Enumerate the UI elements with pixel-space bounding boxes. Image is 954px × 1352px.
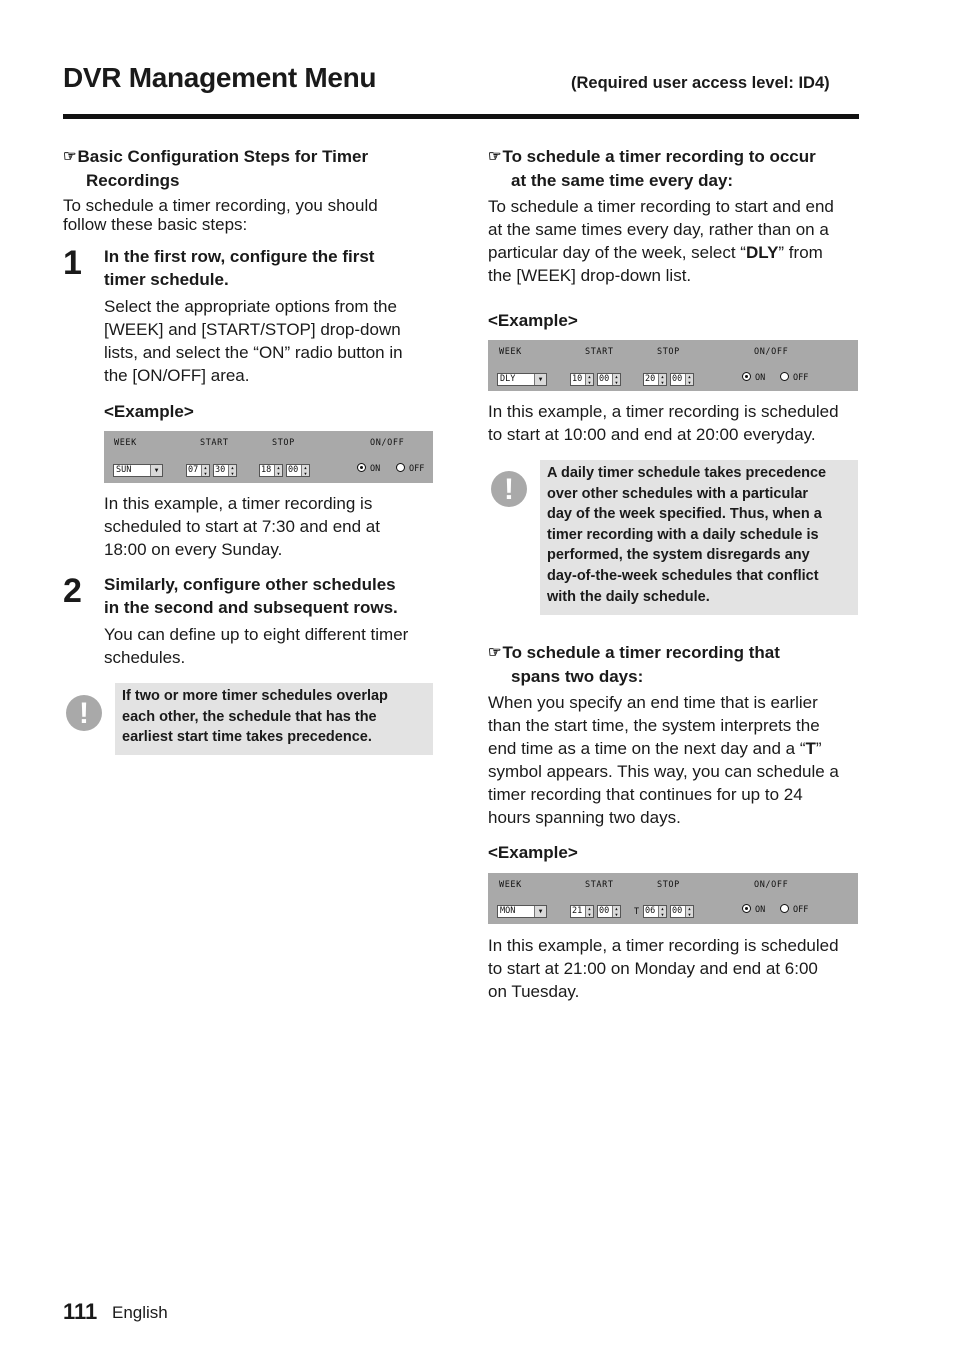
week-dropdown[interactable] [497,373,547,386]
off-radio[interactable] [780,372,808,383]
spinner-arrows-icon[interactable]: ▲ ▼ [201,465,209,476]
spinner-arrows-icon[interactable]: ▲ ▼ [658,906,666,917]
text-line: follow these basic steps: [63,215,248,234]
text-line: In this example, a timer recording is scheduled [488,936,839,955]
heading-line: Basic Configuration Steps for Timer [77,147,369,166]
schedule-panel-2 [488,340,858,391]
spinner-value: 18 [261,465,272,475]
spinner-value: 10 [572,374,583,384]
radio-label: ON [755,905,766,915]
spinner-arrows-icon[interactable]: ▲ ▼ [612,374,620,385]
dly-keyword: DLY [745,243,779,262]
text-line: the [WEEK] drop-down list. [488,266,692,285]
text-line: [WEEK] and [START/STOP] drop-down [104,320,401,339]
text-line: A daily timer schedule takes precedence [547,465,827,481]
on-radio[interactable] [742,372,765,383]
onoff-column-header: ON/OFF [370,438,405,448]
spinner-value: 30 [215,465,226,475]
text-line: to start at 21:00 on Monday and end at 6:00 [488,959,818,978]
step2-body [104,623,444,669]
spinner-value: 07 [188,465,199,475]
text-line: scheduled to start at 7:30 and end at [104,517,380,536]
spinner-arrows-icon[interactable]: ▲ ▼ [585,906,593,917]
access-level: (Required user access level: ID4) [571,74,830,92]
step1-body [104,295,444,387]
exclamation-icon: ! [66,695,102,731]
text-line: the [ON/OFF] area. [104,366,250,385]
spinner-value: 00 [672,906,683,916]
text-line: than the start time, the system interprets the [488,716,820,735]
spinner-arrows-icon[interactable]: ▲ ▼ [274,465,282,476]
radio-label: ON [755,373,766,383]
heading-line: spans two days: [511,667,644,686]
page-number: 111 [63,1299,98,1324]
start-column-header: START [585,880,614,890]
week-column-header: WEEK [499,347,522,357]
start-minute-spinner[interactable] [597,373,621,386]
stop-column-header: STOP [272,438,295,448]
text-line: earliest start time takes precedence. [122,729,372,746]
text-line: each other, the schedule that has the [122,708,377,725]
two-days-result [488,934,868,1003]
text-line: schedules. [104,648,186,667]
spinner-value: 06 [645,906,656,916]
text-line: To schedule a timer recording to start and end [488,197,834,216]
stop-hour-spinner[interactable] [643,905,667,918]
section-heading-two-days [488,641,860,688]
week-dropdown[interactable] [113,464,163,477]
text-line [488,241,868,264]
spinner-arrows-icon[interactable]: ▲ ▼ [685,374,693,385]
step1-title [104,245,444,291]
heading-line: Recordings [86,171,180,190]
radio-selected-icon [742,372,751,381]
off-radio[interactable] [396,463,424,474]
schedule-panel-3 [488,873,858,924]
spinner-value: 00 [672,374,683,384]
heading-line: To schedule a timer recording to occur [502,147,816,166]
pointing-hand-icon: ☞ [488,644,502,661]
chevron-down-icon[interactable]: ▼ [534,374,546,385]
off-radio[interactable] [780,904,808,915]
step-number-1: 1 [63,244,82,282]
week-column-header: WEEK [499,880,522,890]
text-line: In this example, a timer recording is scheduled [488,402,839,421]
text-line: timer schedule. [104,270,229,289]
text-span: ” [815,739,822,758]
radio-unselected-icon [780,372,789,381]
text-line: in the second and subsequent rows. [104,598,398,617]
intro-text [63,196,443,234]
next-day-t-mark: T [634,907,640,917]
stop-column-header: STOP [657,347,680,357]
text-span: ” from [778,243,823,262]
text-span: particular day of the week, select “ [488,243,746,262]
text-line: performed, the system disregards any [547,547,810,564]
week-column-header: WEEK [114,438,137,448]
spinner-arrows-icon[interactable]: ▲ ▼ [658,374,666,385]
text-line: You can define up to eight different timer [104,625,409,644]
radio-label: ON [370,464,381,474]
text-line: at the same times every day, rather than on a [488,220,829,239]
start-column-header: START [200,438,229,448]
example-label: <Example> [488,311,578,330]
section-heading-daily [488,145,860,192]
spinner-value: 00 [288,465,299,475]
chevron-down-icon[interactable]: ▼ [150,465,162,476]
week-value: MON [500,906,516,916]
spinner-arrows-icon[interactable]: ▲ ▼ [612,906,620,917]
text-line: with the daily schedule. [547,588,710,605]
week-value: DLY [500,374,516,384]
text-line: lists, and select the “ON” radio button in [104,343,403,362]
text-line [488,737,868,760]
week-dropdown[interactable] [497,905,547,918]
example-label: <Example> [488,843,578,862]
on-radio[interactable] [742,904,765,915]
text-line: over other schedules with a particular [547,485,809,502]
start-column-header: START [585,347,614,357]
text-line: to start at 10:00 and end at 20:00 everyday. [488,425,816,444]
text-line: timer recording that continues for up to 24 [488,785,803,804]
radio-label: OFF [793,905,809,915]
text-line: day-of-the-week schedules that conflict [547,567,819,584]
start-minute-spinner[interactable] [213,464,237,477]
daily-result [488,400,868,446]
text-line: timer recording with a daily schedule is [547,526,819,543]
spinner-arrows-icon[interactable]: ▲ ▼ [685,906,693,917]
radio-unselected-icon [780,904,789,913]
start-hour-spinner[interactable] [570,373,594,386]
stop-minute-spinner[interactable] [670,905,694,918]
text-line: on Tuesday. [488,982,580,1001]
exclamation-icon: ! [491,471,527,507]
start-minute-spinner[interactable] [597,905,621,918]
spinner-value: 20 [645,374,656,384]
language-label: English [112,1303,168,1322]
stop-minute-spinner[interactable] [670,373,694,386]
on-radio[interactable] [357,463,380,474]
radio-selected-icon [357,463,366,472]
example-label: <Example> [104,402,194,421]
radio-label: OFF [409,464,425,474]
section-heading-basic [63,145,433,192]
pointing-hand-icon: ☞ [63,148,77,165]
spinner-arrows-icon[interactable]: ▲ ▼ [585,374,593,385]
stop-hour-spinner[interactable] [643,373,667,386]
step2-title [104,573,444,619]
text-line: 18:00 on every Sunday. [104,540,283,559]
text-line: In the first row, configure the first [104,247,375,266]
stop-column-header: STOP [657,880,680,890]
note-box-daily-precedence [540,460,858,615]
radio-selected-icon [742,904,751,913]
text-line: In this example, a timer recording is [104,494,373,513]
header-rule [63,114,859,119]
daily-body [488,195,868,287]
schedule-panel-1 [104,431,433,483]
stop-hour-spinner[interactable] [259,464,283,477]
spinner-arrows-icon[interactable]: ▲ ▼ [301,465,309,476]
heading-line: at the same time every day: [511,171,734,190]
text-line: hours spanning two days. [488,808,681,827]
start-hour-spinner[interactable] [186,464,210,477]
spinner-value: 21 [572,906,583,916]
spinner-value: 00 [599,906,610,916]
step1-result [104,492,444,561]
onoff-column-header: ON/OFF [754,347,789,357]
heading-line: To schedule a timer recording that [502,643,780,662]
text-line: Select the appropriate options from the [104,297,397,316]
radio-label: OFF [793,373,809,383]
pointing-hand-icon: ☞ [488,148,502,165]
text-span: end time as a time on the next day and a “ [488,739,806,758]
text-line: symbol appears. This way, you can schedule a [488,762,839,781]
text-line: If two or more timer schedules overlap [122,688,388,704]
week-value: SUN [116,465,132,475]
spinner-arrows-icon[interactable]: ▲ ▼ [228,465,236,476]
spinner-value: 00 [599,374,610,384]
note-box-overlap [115,683,433,755]
start-hour-spinner[interactable] [570,905,594,918]
step-number-2: 2 [63,572,82,610]
text-line: day of the week specified. Thus, when a [547,506,822,523]
two-days-body [488,691,868,829]
chevron-down-icon[interactable]: ▼ [534,906,546,917]
t-symbol: T [805,739,816,758]
stop-minute-spinner[interactable] [286,464,310,477]
onoff-column-header: ON/OFF [754,880,789,890]
text-line: Similarly, configure other schedules [104,575,396,594]
radio-unselected-icon [396,463,405,472]
text-line: When you specify an end time that is earlier [488,693,818,712]
page-title: DVR Management Menu [63,62,377,93]
text-line: To schedule a timer recording, you should [63,196,378,215]
